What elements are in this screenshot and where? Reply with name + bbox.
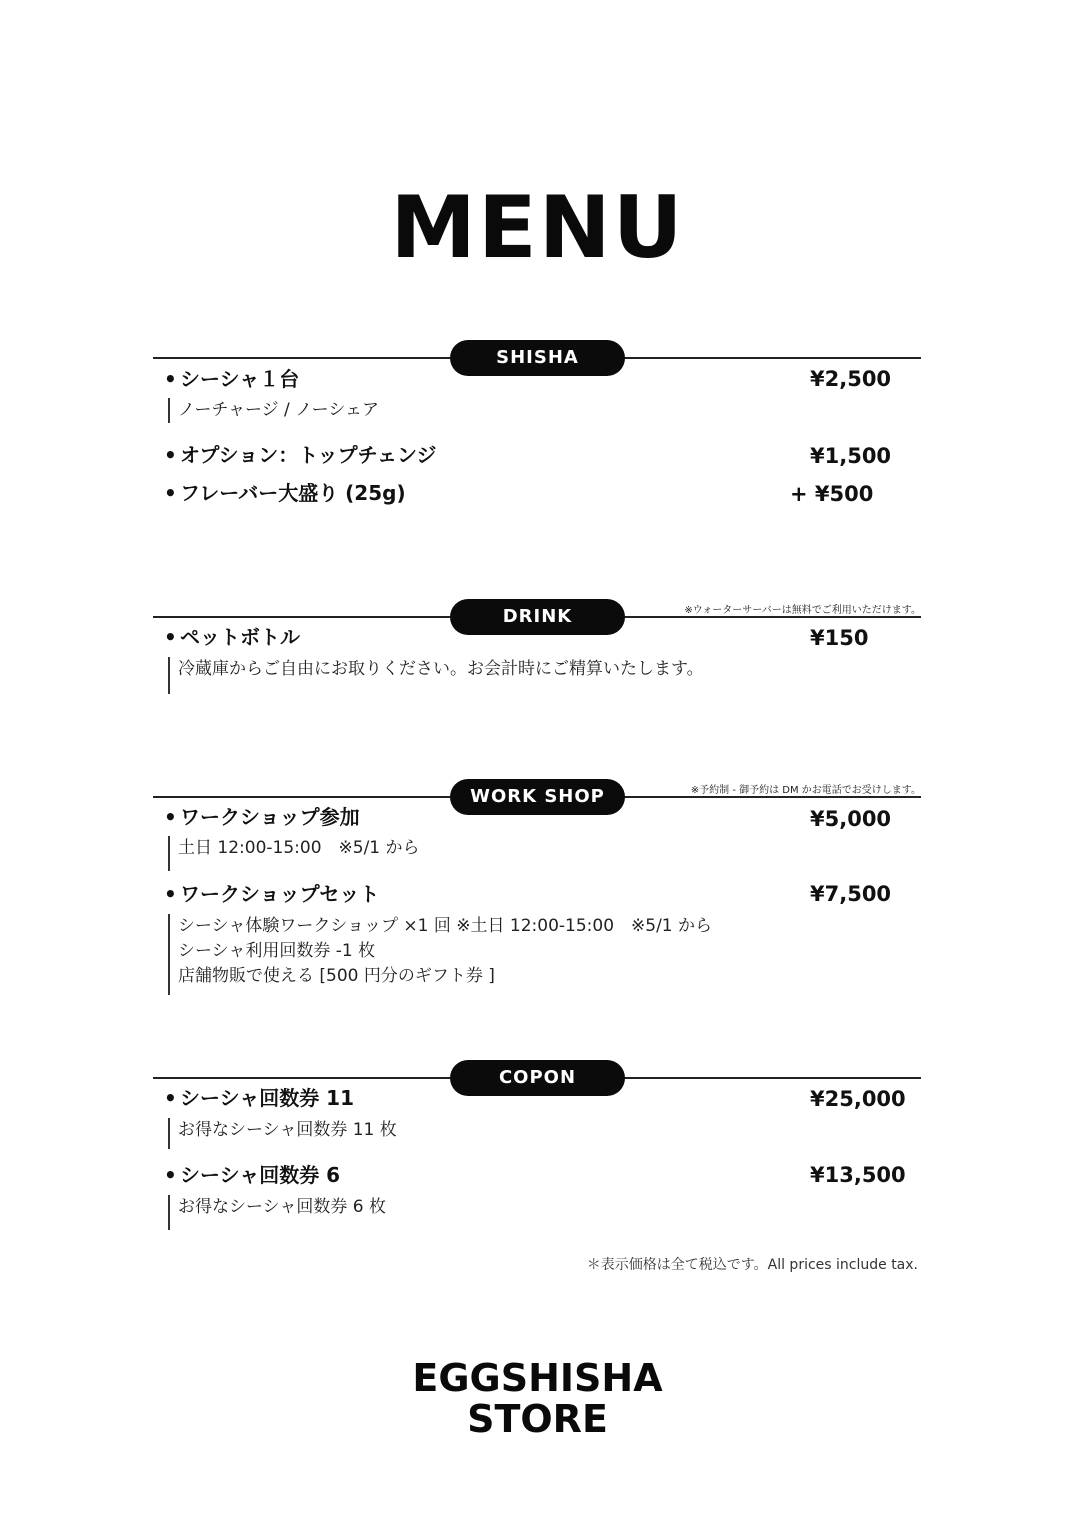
menu-item-workshop-join <box>164 804 360 830</box>
item-description <box>168 914 712 995</box>
item-description: お得なシーシャ回数券 11 枚 <box>168 1118 397 1149</box>
section-label-workshop: WORK SHOP <box>450 779 625 815</box>
item-name: ワークショップセット <box>180 882 380 906</box>
menu-item-workshop-set <box>164 881 379 907</box>
menu-item-shisha-one <box>164 366 299 392</box>
item-price: + ¥500 <box>790 482 874 506</box>
menu-item-large-flavor <box>164 480 406 506</box>
menu-item-top-change <box>164 442 437 468</box>
item-name: オプション：トップチェンジ <box>180 443 437 467</box>
bullet: • <box>164 805 177 829</box>
item-price: ¥25,000 <box>810 1087 906 1111</box>
item-price: ¥2,500 <box>810 367 892 391</box>
section-label-shisha: SHISHA <box>450 340 625 376</box>
item-description: ノーチャージ / ノーシェア <box>168 398 379 423</box>
store-logo <box>0 1358 1075 1440</box>
item-name: シーシャ回数券 11 <box>180 1086 354 1110</box>
page-title: MENU <box>390 178 685 278</box>
bullet: • <box>164 882 177 906</box>
section-label-copon: COPON <box>450 1060 625 1096</box>
description-line: シーシャ利用回数券 -1 枚 <box>178 941 376 961</box>
item-description: 冷蔵庫からご自由にお取りください。お会計時にご精算いたします。 <box>168 657 704 694</box>
bullet: • <box>164 367 177 391</box>
item-price: ¥13,500 <box>810 1163 906 1187</box>
item-price: ¥1,500 <box>810 444 892 468</box>
section-note: ※ウォーターサーバーは無料でご利用いただけます。 <box>684 605 921 616</box>
description-line: 店舗物販で使える [500 円分のギフト券 ] <box>178 966 495 986</box>
bullet: • <box>164 443 177 467</box>
bullet: • <box>164 1086 177 1110</box>
tax-footnote: ＊表示価格は全て税込です。All prices include tax. <box>586 1257 918 1273</box>
bullet: • <box>164 481 177 505</box>
item-description: 土日 12:00-15:00 ※5/1 から <box>168 836 420 871</box>
bullet: • <box>164 1163 177 1187</box>
item-name: シーシャ１台 <box>180 367 300 391</box>
brand-line: STORE <box>467 1397 608 1441</box>
description-line: シーシャ体験ワークショップ ×1 回 ※土日 12:00-15:00 ※5/1 から <box>178 916 713 936</box>
item-name: ペットボトル <box>180 625 300 649</box>
section-label-drink: DRINK <box>450 599 625 635</box>
menu-item-ticket-11 <box>164 1085 354 1111</box>
bullet: • <box>164 625 177 649</box>
section-note: ※予約制 - 御予約は DM かお電話でお受けします。 <box>690 785 921 796</box>
item-name: ワークショップ参加 <box>180 805 360 829</box>
item-description: お得なシーシャ回数券 6 枚 <box>168 1195 386 1230</box>
item-name: フレーバー大盛り (25g) <box>180 481 406 505</box>
brand-line: EGGSHISHA <box>412 1356 663 1400</box>
item-price: ¥150 <box>810 626 869 650</box>
menu-item-ticket-6 <box>164 1162 340 1188</box>
menu-item-pet-bottle <box>164 624 300 650</box>
item-price: ¥7,500 <box>810 882 892 906</box>
item-price: ¥5,000 <box>810 807 892 831</box>
item-name: シーシャ回数券 6 <box>180 1163 341 1187</box>
